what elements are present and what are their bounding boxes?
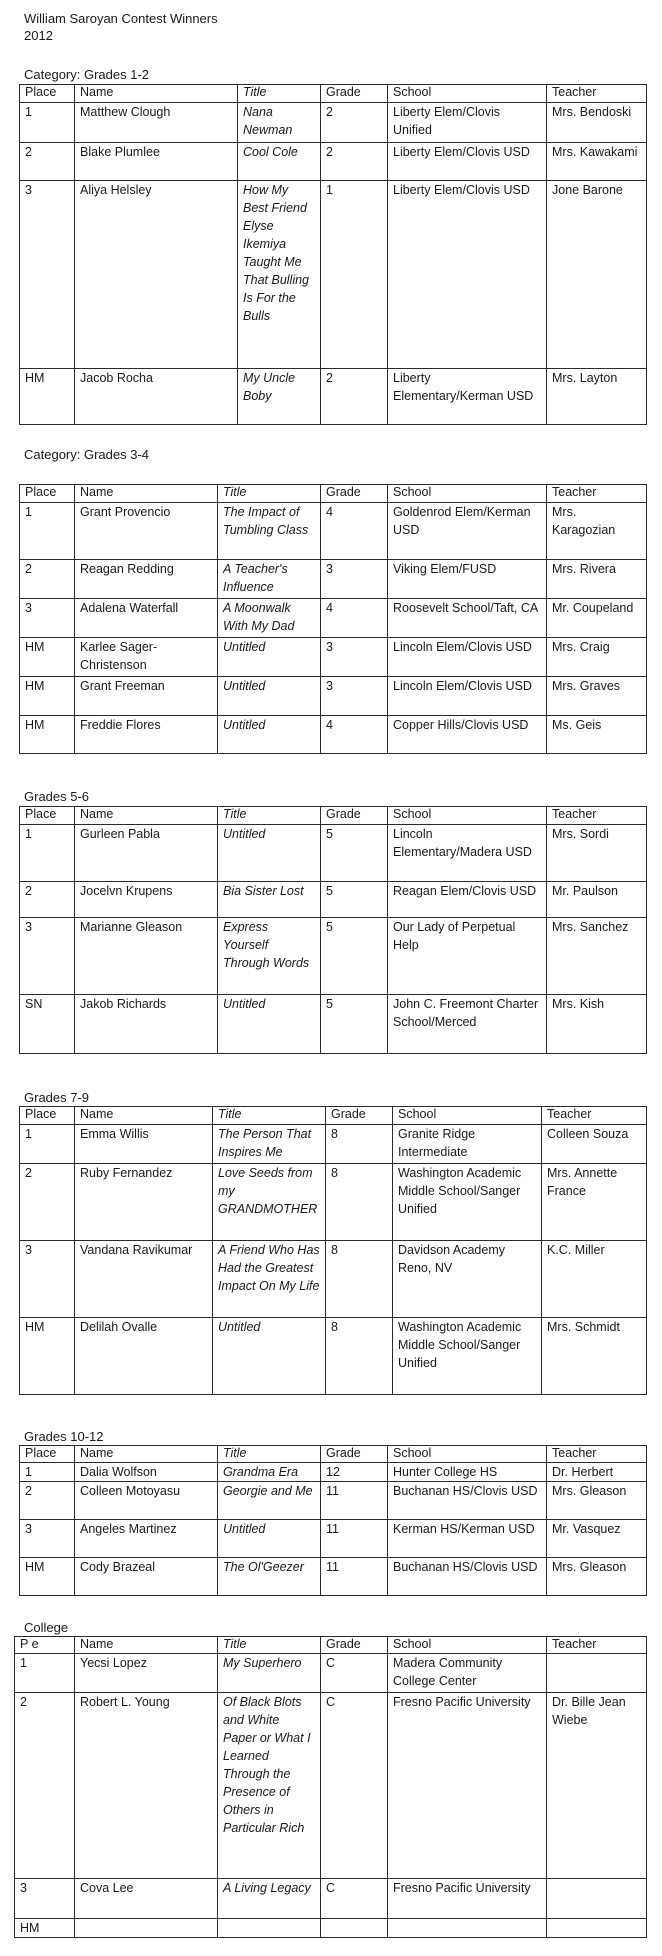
table-row: [20, 995, 647, 1054]
teacher-cell: Mrs. Craig: [547, 638, 647, 677]
grade-cell: 2: [321, 103, 388, 143]
table-row: [20, 1318, 647, 1395]
title-cell: [218, 1919, 321, 1938]
header-place: Place: [20, 485, 75, 503]
grade-cell: 2: [321, 369, 388, 425]
table-row: [20, 677, 647, 716]
name-cell: Angeles Martinez: [75, 1520, 218, 1558]
title-cell: The Person That Inspires Me: [213, 1125, 326, 1164]
header-grade: Grade: [321, 485, 388, 503]
name-cell: Karlee Sager-Christenson: [75, 638, 218, 677]
grade-cell: 3: [321, 677, 388, 716]
name-cell: Blake Plumlee: [75, 143, 238, 181]
school-cell: Fresno Pacific University: [388, 1693, 547, 1879]
teacher-cell: Mrs. Karagozian: [547, 503, 647, 560]
grade-cell: 11: [321, 1520, 388, 1558]
table-grades-5-6: [19, 806, 647, 1054]
table-row: [20, 560, 647, 599]
grade-cell: 4: [321, 503, 388, 560]
header-grade: Grade: [321, 1637, 388, 1654]
grade-cell: 1: [321, 181, 388, 369]
table-row: [15, 1654, 647, 1693]
header-title: Title: [213, 1107, 326, 1125]
table-row: [20, 1463, 647, 1482]
grade-cell: 4: [321, 599, 388, 638]
table-header-row: [20, 1446, 647, 1463]
category-label-grades-1-2: Category: Grades 1-2: [24, 67, 150, 82]
teacher-cell: Colleen Souza: [542, 1125, 647, 1164]
table-row: [20, 1520, 647, 1558]
title-cell: My Uncle Boby: [238, 369, 321, 425]
name-cell: Vandana Ravikumar: [75, 1241, 213, 1318]
grade-cell: 8: [326, 1241, 393, 1318]
table-row: [20, 918, 647, 995]
teacher-cell: Mrs. Gleason: [547, 1482, 647, 1520]
table-header-row: [15, 1637, 647, 1654]
title-cell: Cool Cole: [238, 143, 321, 181]
title-cell: Untitled: [218, 638, 321, 677]
header-teacher: Teacher: [547, 485, 647, 503]
title-cell: Untitled: [218, 995, 321, 1054]
teacher-cell: Mrs. Rivera: [547, 560, 647, 599]
header-school: School: [388, 807, 547, 825]
header-place: Place: [20, 1446, 75, 1463]
place-cell: 2: [20, 882, 75, 918]
title-cell: Untitled: [218, 825, 321, 882]
place-cell: 1: [20, 825, 75, 882]
teacher-cell: [547, 1919, 647, 1938]
place-cell: 1: [20, 1463, 75, 1482]
school-cell: Reagan Elem/Clovis USD: [388, 882, 547, 918]
header-title: Title: [218, 1637, 321, 1654]
grade-cell: C: [321, 1654, 388, 1693]
header-place: Place: [20, 1107, 75, 1125]
place-cell: 3: [20, 1241, 75, 1318]
title-cell: A Teacher's Influence: [218, 560, 321, 599]
category-label-college: College: [24, 1620, 69, 1635]
name-cell: Robert L. Young: [75, 1693, 218, 1879]
header-place: Place: [20, 807, 75, 825]
name-cell: Ruby Fernandez: [75, 1164, 213, 1241]
name-cell: Aliya Helsley: [75, 181, 238, 369]
table-grades-10-12: [19, 1445, 647, 1596]
title-cell: Love Seeds from my GRANDMOTHER: [213, 1164, 326, 1241]
header-school: School: [393, 1107, 542, 1125]
title-cell: Untitled: [218, 716, 321, 754]
header-grade: Grade: [326, 1107, 393, 1125]
name-cell: Emma Willis: [75, 1125, 213, 1164]
name-cell: Delilah Ovalle: [75, 1318, 213, 1395]
table-row: [15, 1919, 647, 1938]
place-cell: 2: [15, 1693, 75, 1879]
grade-cell: 3: [321, 638, 388, 677]
school-cell: Copper Hills/Clovis USD: [388, 716, 547, 754]
name-cell: Cody Brazeal: [75, 1558, 218, 1596]
table-header-row: [20, 85, 647, 103]
teacher-cell: Mrs. Gleason: [547, 1558, 647, 1596]
title-cell: Untitled: [218, 1520, 321, 1558]
place-cell: 1: [20, 503, 75, 560]
title-cell: Untitled: [213, 1318, 326, 1395]
teacher-cell: Mr. Paulson: [547, 882, 647, 918]
table-grades-7-9: [19, 1106, 647, 1395]
name-cell: Freddie Flores: [75, 716, 218, 754]
header-name: Name: [75, 807, 218, 825]
document-title-line1: William Saroyan Contest Winners: [24, 11, 218, 26]
teacher-cell: Mrs. Layton: [547, 369, 647, 425]
place-cell: HM: [15, 1919, 75, 1938]
name-cell: Colleen Motoyasu: [75, 1482, 218, 1520]
place-cell: 3: [20, 1520, 75, 1558]
category-label-grades-3-4: Category: Grades 3-4: [24, 447, 150, 462]
header-school: School: [388, 1446, 547, 1463]
place-cell: SN: [20, 995, 75, 1054]
teacher-cell: Dr. Bille Jean Wiebe: [547, 1693, 647, 1879]
school-cell: Goldenrod Elem/Kerman USD: [388, 503, 547, 560]
place-cell: 2: [20, 143, 75, 181]
school-cell: Viking Elem/FUSD: [388, 560, 547, 599]
grade-cell: C: [321, 1879, 388, 1919]
teacher-cell: Jone Barone: [547, 181, 647, 369]
header-grade: Grade: [321, 807, 388, 825]
header-title: Title: [238, 85, 321, 103]
header-grade: Grade: [321, 85, 388, 103]
school-cell: Buchanan HS/Clovis USD: [388, 1558, 547, 1596]
teacher-cell: Mrs. Graves: [547, 677, 647, 716]
table-header-row: [20, 485, 647, 503]
header-name: Name: [75, 1107, 213, 1125]
grade-cell: 12: [321, 1463, 388, 1482]
category-label-grades-5-6: Grades 5-6: [24, 789, 90, 804]
table-row: [15, 1879, 647, 1919]
header-name: Name: [75, 1446, 218, 1463]
table-row: [20, 638, 647, 677]
school-cell: Lincoln Elem/Clovis USD: [388, 677, 547, 716]
table-row: [20, 1482, 647, 1520]
table-row: [20, 599, 647, 638]
school-cell: Liberty Elem/Clovis Unified: [388, 103, 547, 143]
place-cell: 3: [20, 918, 75, 995]
table-header-row: [20, 1107, 647, 1125]
title-cell: Bia Sister Lost: [218, 882, 321, 918]
school-cell: Lincoln Elementary/Madera USD: [388, 825, 547, 882]
title-cell: Nana Newman: [238, 103, 321, 143]
table-row: [20, 503, 647, 560]
grade-cell: 8: [326, 1125, 393, 1164]
teacher-cell: Mrs. Schmidt: [542, 1318, 647, 1395]
table-row: [20, 143, 647, 181]
header-school: School: [388, 1637, 547, 1654]
teacher-cell: K.C. Miller: [542, 1241, 647, 1318]
title-cell: The Ol'Geezer: [218, 1558, 321, 1596]
title-cell: Untitled: [218, 677, 321, 716]
table-row: [20, 103, 647, 143]
name-cell: Grant Provencio: [75, 503, 218, 560]
teacher-cell: [547, 1654, 647, 1693]
table-row: [20, 1164, 647, 1241]
grade-cell: 8: [326, 1164, 393, 1241]
header-teacher: Teacher: [542, 1107, 647, 1125]
grade-cell: 3: [321, 560, 388, 599]
place-cell: 3: [20, 181, 75, 369]
teacher-cell: Mr. Coupeland: [547, 599, 647, 638]
place-cell: 1: [15, 1654, 75, 1693]
table-row: [20, 181, 647, 369]
place-cell: HM: [20, 369, 75, 425]
place-cell: HM: [20, 1318, 75, 1395]
table-row: [20, 882, 647, 918]
place-cell: 1: [20, 1125, 75, 1164]
document-title: [24, 10, 218, 44]
grade-cell: 5: [321, 995, 388, 1054]
teacher-cell: Mrs. Sordi: [547, 825, 647, 882]
header-title: Title: [218, 1446, 321, 1463]
place-cell: 3: [20, 599, 75, 638]
header-title: Title: [218, 485, 321, 503]
grade-cell: 11: [321, 1558, 388, 1596]
place-cell: HM: [20, 638, 75, 677]
title-cell: A Friend Who Has Had the Greatest Impact On My Life: [213, 1241, 326, 1318]
header-teacher: Teacher: [547, 1446, 647, 1463]
title-cell: A Moonwalk With My Dad: [218, 599, 321, 638]
title-cell: Grandma Era: [218, 1463, 321, 1482]
header-grade: Grade: [321, 1446, 388, 1463]
name-cell: Jocelvn Krupens: [75, 882, 218, 918]
name-cell: Cova Lee: [75, 1879, 218, 1919]
school-cell: Our Lady of Perpetual Help: [388, 918, 547, 995]
school-cell: Kerman HS/Kerman USD: [388, 1520, 547, 1558]
grade-cell: 4: [321, 716, 388, 754]
teacher-cell: Mrs. Bendoski: [547, 103, 647, 143]
header-place: Place: [20, 85, 75, 103]
table-header-row: [20, 807, 647, 825]
table-grades-1-2: [19, 84, 647, 425]
school-cell: Fresno Pacific University: [388, 1879, 547, 1919]
title-cell: How My Best Friend Elyse Ikemiya Taught Me That Bulling Is For the Bulls: [238, 181, 321, 369]
title-cell: Express Yourself Through Words: [218, 918, 321, 995]
title-cell: Of Black Blots and White Paper or What I Learned Through the Presence of Others in Particular Rich: [218, 1693, 321, 1879]
title-cell: The Impact of Tumbling Class: [218, 503, 321, 560]
place-cell: HM: [20, 677, 75, 716]
grade-cell: 8: [326, 1318, 393, 1395]
school-cell: Lincoln Elem/Clovis USD: [388, 638, 547, 677]
table-row: [20, 716, 647, 754]
name-cell: Matthew Clough: [75, 103, 238, 143]
name-cell: Yecsi Lopez: [75, 1654, 218, 1693]
teacher-cell: Mr. Vasquez: [547, 1520, 647, 1558]
table-grades-3-4: [19, 484, 647, 754]
header-school: School: [388, 85, 547, 103]
school-cell: Liberty Elem/Clovis USD: [388, 181, 547, 369]
name-cell: Gurleen Pabla: [75, 825, 218, 882]
school-cell: Madera Community College Center: [388, 1654, 547, 1693]
header-teacher: Teacher: [547, 807, 647, 825]
grade-cell: 2: [321, 143, 388, 181]
place-cell: 2: [20, 1482, 75, 1520]
school-cell: Granite Ridge Intermediate: [393, 1125, 542, 1164]
name-cell: Jakob Richards: [75, 995, 218, 1054]
name-cell: Reagan Redding: [75, 560, 218, 599]
table-row: [20, 825, 647, 882]
school-cell: [388, 1919, 547, 1938]
header-title: Title: [218, 807, 321, 825]
header-school: School: [388, 485, 547, 503]
school-cell: Liberty Elementary/Kerman USD: [388, 369, 547, 425]
name-cell: [75, 1919, 218, 1938]
teacher-cell: [547, 1879, 647, 1919]
grade-cell: C: [321, 1693, 388, 1879]
table-row: [20, 1241, 647, 1318]
category-label-grades-10-12: Grades 10-12: [24, 1429, 104, 1444]
grade-cell: 5: [321, 918, 388, 995]
table-row: [20, 1558, 647, 1596]
school-cell: Roosevelt School/Taft, CA: [388, 599, 547, 638]
teacher-cell: Mrs. Kawakami: [547, 143, 647, 181]
teacher-cell: Mrs. Annette France: [542, 1164, 647, 1241]
name-cell: Marianne Gleason: [75, 918, 218, 995]
name-cell: Dalia Wolfson: [75, 1463, 218, 1482]
grade-cell: [321, 1919, 388, 1938]
teacher-cell: Ms. Geis: [547, 716, 647, 754]
place-cell: 3: [15, 1879, 75, 1919]
grade-cell: 5: [321, 882, 388, 918]
place-cell: 2: [20, 1164, 75, 1241]
category-label-grades-7-9: Grades 7-9: [24, 1090, 90, 1105]
teacher-cell: Mrs. Sanchez: [547, 918, 647, 995]
table-row: [20, 369, 647, 425]
header-teacher: Teacher: [547, 85, 647, 103]
teacher-cell: Dr. Herbert: [547, 1463, 647, 1482]
place-cell: 1: [20, 103, 75, 143]
place-cell: HM: [20, 1558, 75, 1596]
header-name: Name: [75, 1637, 218, 1654]
table-row: [20, 1125, 647, 1164]
header-name: Name: [75, 485, 218, 503]
table-college: [14, 1636, 647, 1938]
header-name: Name: [75, 85, 238, 103]
title-cell: A Living Legacy: [218, 1879, 321, 1919]
title-cell: My Superhero: [218, 1654, 321, 1693]
place-cell: 2: [20, 560, 75, 599]
document-title-line2: 2012: [24, 28, 53, 43]
header-teacher: Teacher: [547, 1637, 647, 1654]
title-cell: Georgie and Me: [218, 1482, 321, 1520]
place-cell: HM: [20, 716, 75, 754]
school-cell: John C. Freemont Charter School/Merced: [388, 995, 547, 1054]
name-cell: Adalena Waterfall: [75, 599, 218, 638]
school-cell: Liberty Elem/Clovis USD: [388, 143, 547, 181]
grade-cell: 5: [321, 825, 388, 882]
school-cell: Washington Academic Middle School/Sanger Unified: [393, 1318, 542, 1395]
name-cell: Grant Freeman: [75, 677, 218, 716]
grade-cell: 11: [321, 1482, 388, 1520]
header-place: P e: [15, 1637, 75, 1654]
school-cell: Hunter College HS: [388, 1463, 547, 1482]
school-cell: Buchanan HS/Clovis USD: [388, 1482, 547, 1520]
school-cell: Washington Academic Middle School/Sanger Unified: [393, 1164, 542, 1241]
school-cell: Davidson Academy Reno, NV: [393, 1241, 542, 1318]
table-row: [15, 1693, 647, 1879]
name-cell: Jacob Rocha: [75, 369, 238, 425]
teacher-cell: Mrs. Kish: [547, 995, 647, 1054]
